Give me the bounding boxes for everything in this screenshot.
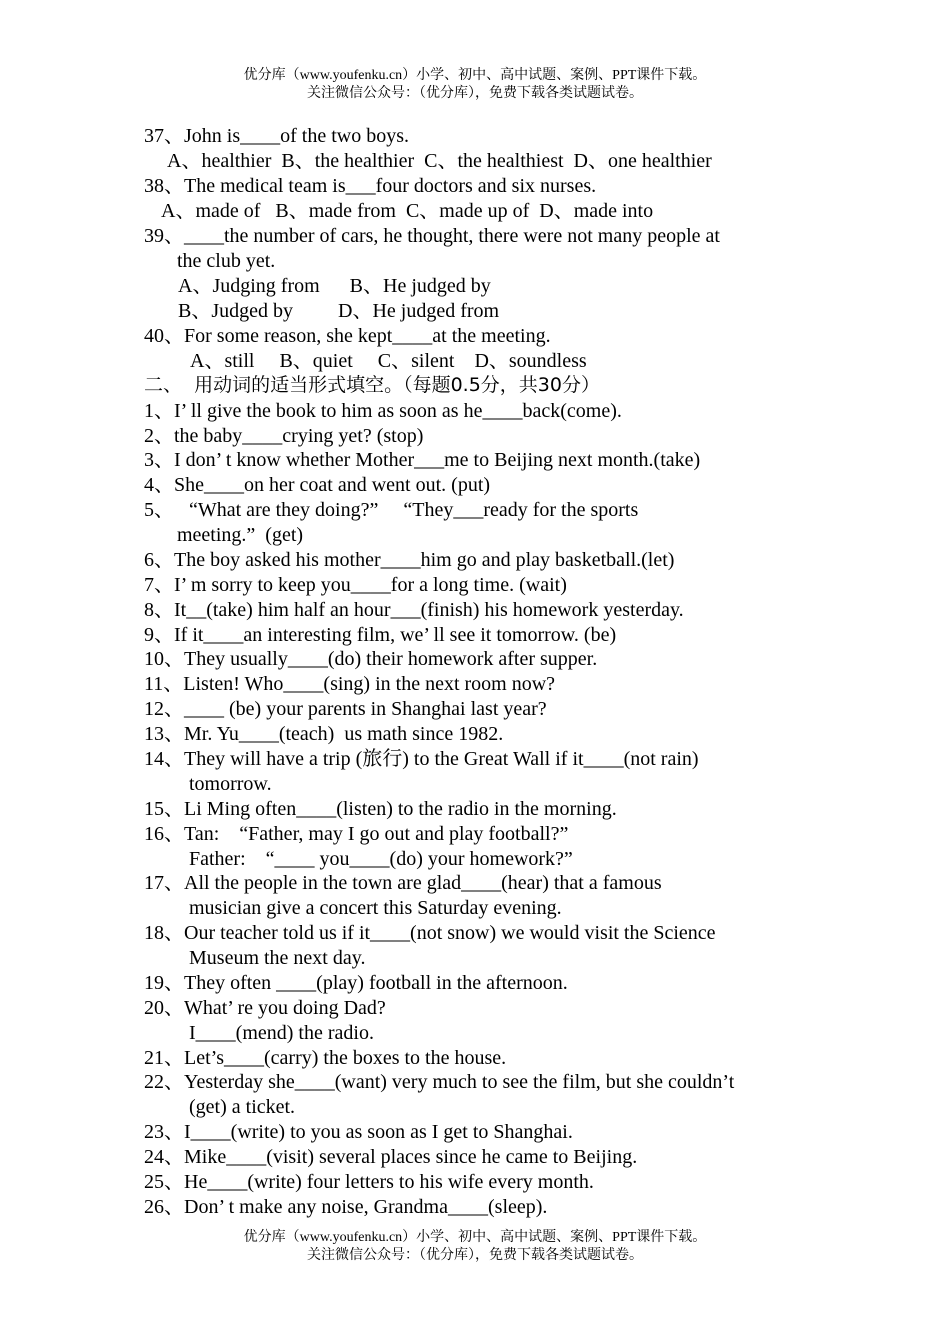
item-3: 3、I don’ t know whether Mother___me to Beijing next month.(take) xyxy=(144,449,701,471)
item-21: 21、Let’s____(carry) the boxes to the house. xyxy=(144,1047,507,1069)
footer-line-2: 关注微信公众号：（优分库），免费下载各类试题试卷。 xyxy=(307,1248,643,1263)
item-5: 5、 “What are they doing?” “They___ready for the sports xyxy=(144,499,639,521)
item-20: 20、What’ re you doing Dad? xyxy=(144,997,386,1019)
item-23: 23、I____(write) to you as soon as I get to Shanghai. xyxy=(144,1121,573,1143)
question-40-options: A、still B、quiet C、silent D、soundless xyxy=(190,350,587,372)
item-25: 25、He____(write) four letters to his wife every month. xyxy=(144,1171,594,1193)
item-24: 24、Mike____(visit) several places since he came to Beijing. xyxy=(144,1146,638,1168)
item-20-continued: I____(mend) the radio. xyxy=(189,1022,374,1044)
question-38-options: A、made of B、made from C、made up of D、made into xyxy=(161,200,654,222)
item-16-continued: Father: “____ you____(do) your homework?” xyxy=(189,848,573,870)
item-8: 8、It__(take) him half an hour___(finish) his homework yesterday. xyxy=(144,599,684,621)
question-39-continued: the club yet. xyxy=(177,250,276,272)
header-line-2: 关注微信公众号：（优分库），免费下载各类试题试卷。 xyxy=(307,86,643,101)
item-19: 19、They often ____(play) football in the afternoon. xyxy=(144,972,568,994)
item-18-continued: Museum the next day. xyxy=(189,947,366,969)
item-18: 18、Our teacher told us if it____(not snow) we would visit the Science xyxy=(144,922,716,944)
item-14-continued: tomorrow. xyxy=(189,773,272,795)
question-37-options: A、healthier B、the healthier C、the healthiest D、one healthier xyxy=(167,150,712,172)
footer-line-1: 优分库（www.youfenku.cn）小学、初中、高中试题、案例、PPT课件下载。 xyxy=(243,1230,707,1245)
question-39-options-b: B、Judged by D、He judged from xyxy=(178,300,500,322)
item-11: 11、Listen! Who____(sing) in the next room now? xyxy=(144,673,556,695)
item-15: 15、Li Ming often____(listen) to the radio in the morning. xyxy=(144,798,617,820)
item-10: 10、They usually____(do) their homework after supper. xyxy=(144,648,598,670)
item-9: 9、If it____an interesting film, we’ ll see it tomorrow. (be) xyxy=(144,624,617,646)
item-17-continued: musician give a concert this Saturday evening. xyxy=(189,897,562,919)
item-22-continued: (get) a ticket. xyxy=(189,1096,296,1118)
item-17: 17、All the people in the town are glad____(hear) that a famous xyxy=(144,872,662,894)
question-37: 37、John is____of the two boys. xyxy=(144,125,409,147)
question-39: 39、____the number of cars, he thought, there were not many people at xyxy=(144,225,720,247)
item-2: 2、the baby____crying yet? (stop) xyxy=(144,425,424,447)
item-5-continued: meeting.” (get) xyxy=(177,524,304,546)
item-13: 13、Mr. Yu____(teach) us math since 1982. xyxy=(144,723,504,745)
item-12: 12、____ (be) your parents in Shanghai last year? xyxy=(144,698,547,720)
page-header xyxy=(0,67,950,103)
item-14: 14、They will have a trip (旅行) to the Great Wall if it____(not rain) xyxy=(144,748,699,770)
item-16: 16、Tan: “Father, may I go out and play football?” xyxy=(144,823,569,845)
section-title: 二、 用动词的适当形式填空。（每题0.5分，共30分） xyxy=(144,374,600,396)
item-26: 26、Don’ t make any noise, Grandma____(sleep). xyxy=(144,1196,548,1218)
question-40: 40、For some reason, she kept____at the meeting. xyxy=(144,325,551,347)
question-38: 38、The medical team is___four doctors and six nurses. xyxy=(144,175,597,197)
item-1: 1、I’ ll give the book to him as soon as he____back(come). xyxy=(144,400,622,422)
question-39-options-a: A、Judging from B、He judged by xyxy=(178,275,491,297)
item-6: 6、The boy asked his mother____him go and play basketball.(let) xyxy=(144,549,675,571)
header-line-1: 优分库（www.youfenku.cn）小学、初中、高中试题、案例、PPT课件下载。 xyxy=(243,68,707,83)
item-7: 7、I’ m sorry to keep you____for a long time. (wait) xyxy=(144,574,567,596)
page-footer xyxy=(0,1229,950,1265)
item-22: 22、Yesterday she____(want) very much to see the film, but she couldn’t xyxy=(144,1071,735,1093)
item-4: 4、She____on her coat and went out. (put) xyxy=(144,474,491,496)
